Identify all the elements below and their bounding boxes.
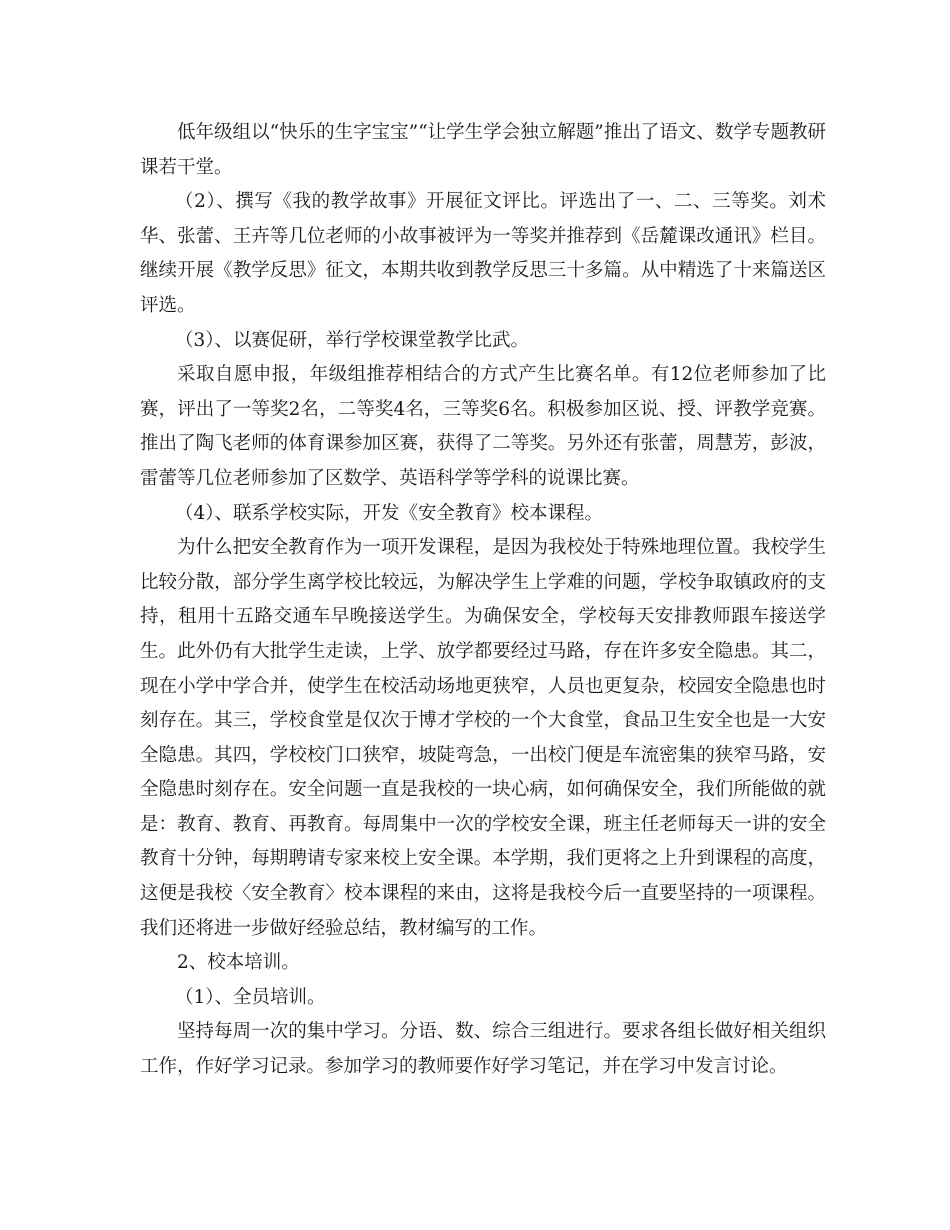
paragraph-safety-course-heading: （4）、联系学校实际，开发《安全教育》校本课程。: [175, 502, 604, 524]
section-heading-school-training: 2、校本培训。: [177, 952, 300, 974]
document-body: [140, 116, 826, 1085]
paragraph-contest-results: 采取自愿申报，年级组推荐相结合的方式产生比赛名单。有12位老师参加了比赛，评出了一等奖2名，二等奖4名，三等奖6名。积极参加区说、授、评教学竞赛。推出了陶飞老师的体育课参加区赛，获得了二等奖。另外还有张蕾，周慧芳，彭波，雷蕾等几位老师参加了区数学、英语科学等学科的说课比赛。: [140, 364, 826, 489]
paragraph-teaching-contest-heading: （3）、以赛促研，举行学校课堂教学比武。: [175, 329, 530, 351]
paragraph-weekly-study: 坚持每周一次的集中学习。分语、数、综合三组进行。要求各组长做好相关组织工作，作好学习记录。参加学习的教师要作好学习笔记，并在学习中发言讨论。: [140, 1021, 826, 1078]
paragraph-staff-training-heading: （1）、全员培训。: [175, 986, 326, 1008]
paragraph-teaching-research-classes: 低年级组以“快乐的生字宝宝”“让学生学会独立解题”推出了语文、数学专题教研课若干堂。: [140, 122, 826, 178]
paragraph-essay-competition: （2）、撰写《我的教学故事》开展征文评比。评选出了一、二、三等奖。刘术华、张蕾、王卉等几位老师的小故事被评为一等奖并推荐到《岳麓课改通讯》栏目。继续开展《教学反思》征文，本期共收到教学反思三十多篇。从中精选了十来篇送区评选。: [140, 191, 826, 316]
paragraph-safety-education: 为什么把安全教育作为一项开发课程，是因为我校处于特殊地理位置。我校学生比较分散，部分学生离学校比较远，为解决学生上学难的问题，学校争取镇政府的支持，租用十五路交通车早晚接送学生。为确保安全，学校每天安排教师跟车接送学生。此外仍有大批学生走读，上学、放学都要经过马路，存在许多安全隐患。其二，现在小学中学合并，使学生在校活动场地更狭窄，人员也更复杂，校园安全隐患也时刻存在。其三，学校食堂是仅次于博才学校的一个大食堂，食品卫生安全也是一大安全隐患。其四，学校校门口狭窄，坡陡弯急，一出校门便是车流密集的狭窄马路，安全隐患时刻存在。安全问题一直是我校的一块心病，如何确保安全，我们所能做的就是：教育、教育、再教育。每周集中一次的学校安全课，班主任老师每天一讲的安全教育十分钟，每期聘请专家来校上安全课。本学期，我们更将之上升到课程的高度，这便是我校〈安全教育〉校本课程的来由，这将是我校今后一直要坚持的一项课程。我们还将进一步做好经验总结，教材编写的工作。: [140, 537, 826, 939]
